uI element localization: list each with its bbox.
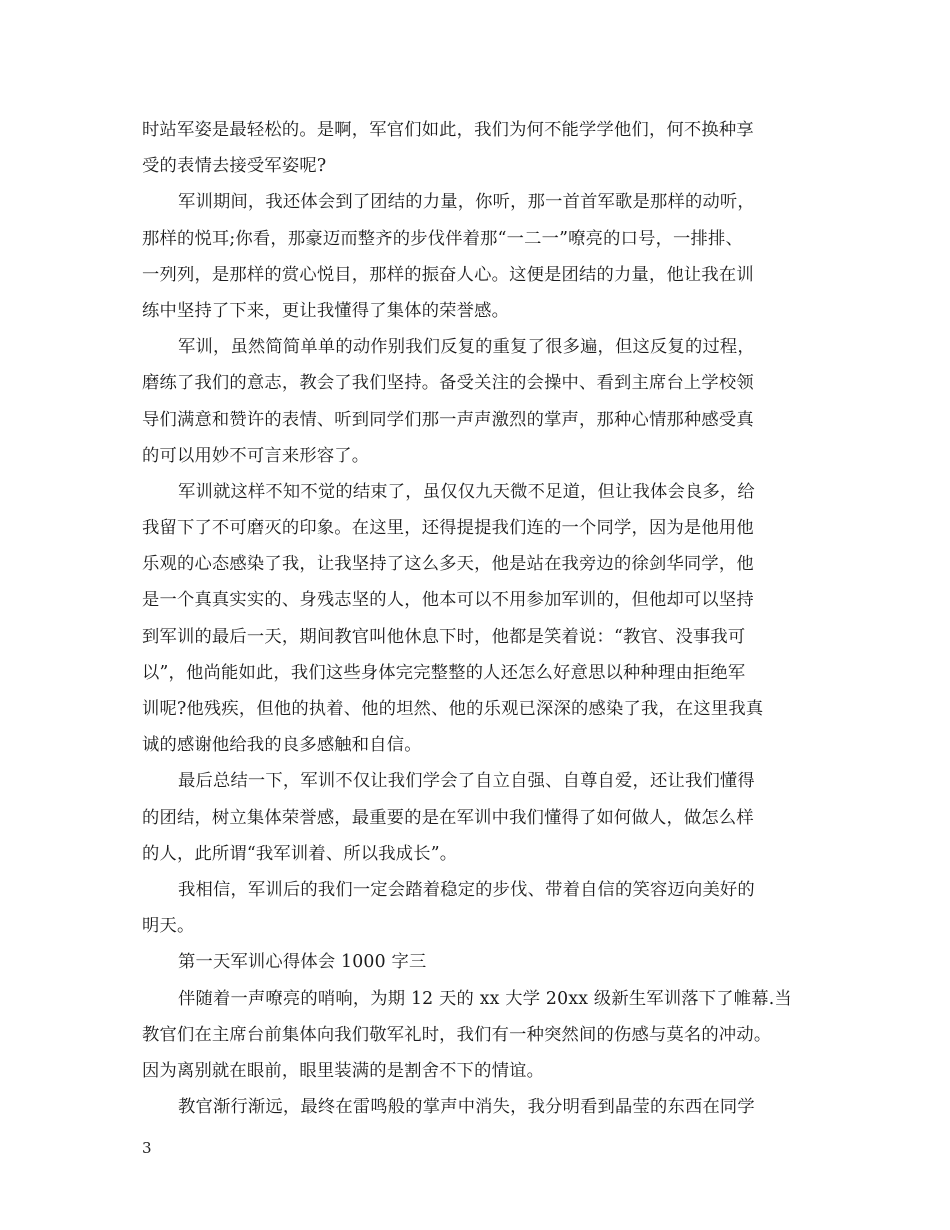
text-line: 明天。 [142,916,195,937]
text-line: 训呢?他残疾，但他的执着、他的坦然、他的乐观已深深的感染了我，在这里我真 [142,699,764,719]
text-line: 到军训的最后一天，期间教官叫他休息下时，他都是笑着说：“教官、没事我可 [142,626,746,647]
page-number: 3 [142,1139,152,1157]
text-line: 时站军姿是最轻松的。是啊，军官们如此，我们为何不能学学他们，何不换种享 [142,120,754,140]
body-text [142,112,822,1125]
text-line: 磨练了我们的意志，教会了我们坚持。备受关注的会操中、看到主席台上学校领 [142,373,754,394]
text-line: 的人，此所谓“我军训着、所以我成长”。 [142,843,458,864]
text-line: 受的表情去接受军姿呢? [142,156,327,177]
text-line: 的可以用妙不可言来形容了。 [142,445,370,466]
text-line: 诚的感谢他给我的良多感触和自信。 [142,735,422,756]
text-line: 因为离别就在眼前，眼里装满的是割舍不下的情谊。 [142,1060,545,1081]
text-line: 教官们在主席台前集体向我们敬军礼时，我们有一种突然间的伤感与莫名的冲动。 [142,1024,772,1045]
text-line: 的团结，树立集体荣誉感，最重要的是在军训中我们懂得了如何做人，做怎么样 [142,807,754,828]
text-line: 第一天军训心得体会 1000 字三 [178,952,427,973]
text-line: 一列列，是那样的赏心悦目，那样的振奋人心。这便是团结的力量，他让我在训 [142,264,754,285]
text-line: 是一个真真实实的、身残志坚的人，他本可以不用参加军训的，但他却可以坚持 [142,590,754,611]
text-line: 最后总结一下，军训不仅让我们学会了自立自强、自尊自爱，还让我们懂得 [178,771,755,792]
text-line: 乐观的心态感染了我，让我坚持了这么多天，他是站在我旁边的徐剑华同学，他 [142,554,754,575]
text-line: 导们满意和赞许的表情、听到同学们那一声声激烈的掌声，那种心情那种感受真 [142,409,754,430]
text-line: 以”，他尚能如此，我们这些身体完完整整的人还怎么好意思以种种理由拒绝军 [142,662,746,683]
text-line: 那样的悦耳;你看，那豪迈而整齐的步伐伴着那“一二一”嘹亮的口号，一排排、 [142,228,743,249]
text-line: 我相信，军训后的我们一定会踏着稳定的步伐、带着自信的笑容迈向美好的 [178,879,755,900]
text-line: 军训期间，我还体会到了团结的力量，你听，那一首首军歌是那样的动听， [178,192,755,213]
text-line: 军训就这样不知不觉的结束了，虽仅仅九天微不足道，但让我体会良多，给 [178,481,755,502]
text-line: 练中坚持了下来，更让我懂得了集体的荣誉感。 [142,300,510,321]
text-line: 伴随着一声嘹亮的哨响，为期 12 天的 xx 大学 20xx 级新生军训落下了帷幕.当 [178,988,792,1009]
text-line: 教官渐行渐远，最终在雷鸣般的掌声中消失，我分明看到晶莹的东西在同学 [178,1097,755,1118]
text-line: 军训，虽然简简单单的动作别我们反复的重复了很多遍，但这反复的过程， [178,337,755,358]
text-line: 我留下了不可磨灭的印象。在这里，还得提提我们连的一个同学，因为是他用他 [142,518,754,539]
